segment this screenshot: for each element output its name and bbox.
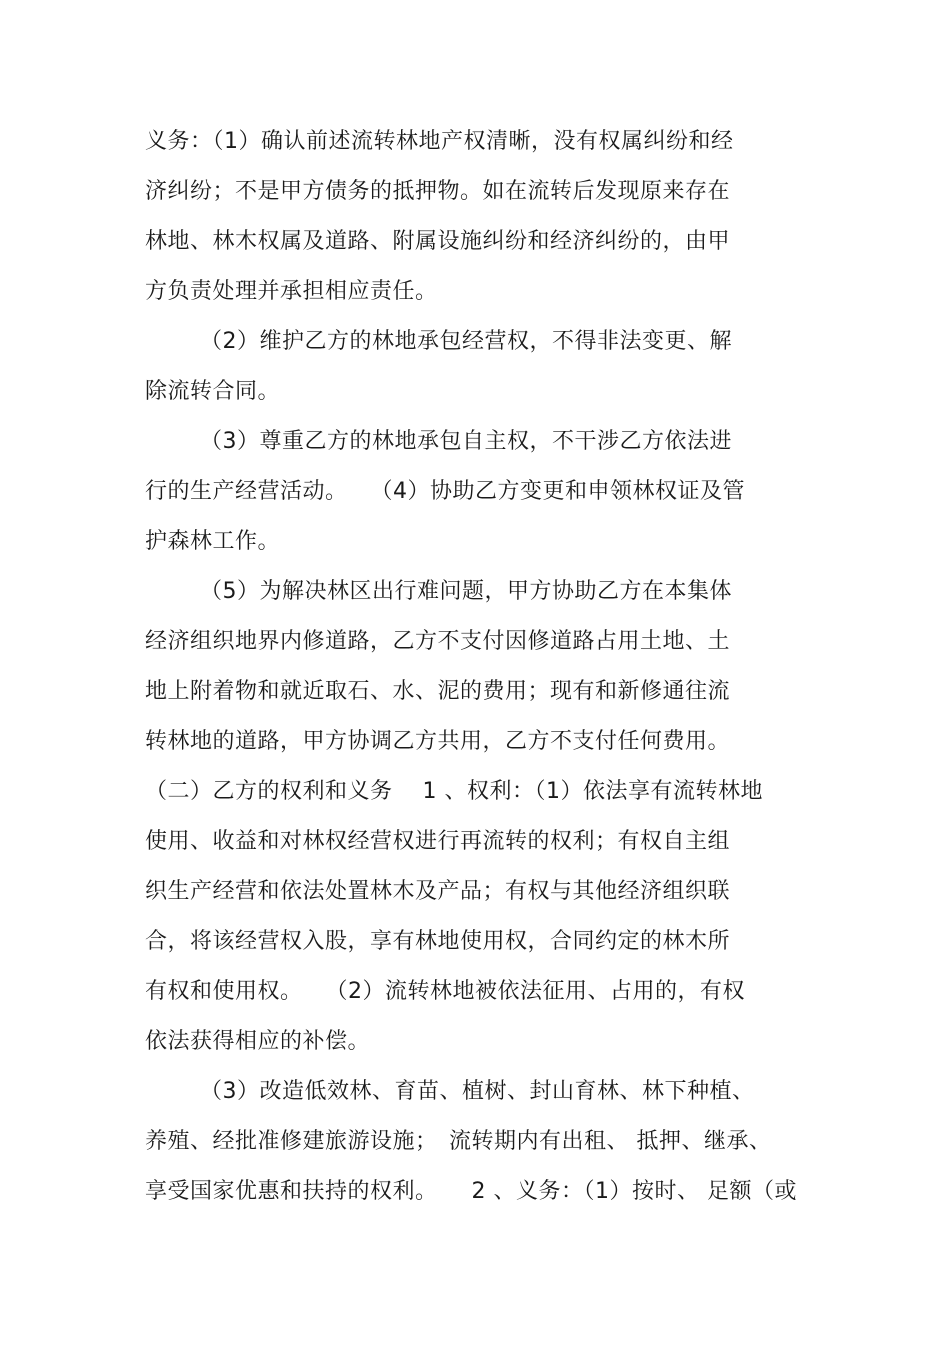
- text-line: 织生产经营和依法处置林木及产品；有权与其他经济组织联: [145, 879, 731, 904]
- text-line: 义务：（1）确认前述流转林地产权清晰，没有权属纠纷和经: [145, 129, 734, 154]
- text-line: 养殖、经批准修建旅游设施； 流转期内有出租、 抵押、继承、: [145, 1129, 772, 1154]
- text-line: 除流转合同。: [145, 379, 281, 404]
- text-line: （3）改造低效林、育苗、植树、封山育林、林下种植、: [200, 1079, 755, 1104]
- text-line: 济纠纷；不是甲方债务的抵押物。如在流转后发现原来存在: [145, 179, 731, 204]
- text-line: 依法获得相应的补偿。: [145, 1029, 371, 1054]
- text-line: 经济组织地界内修道路，乙方不支付因修道路占用土地、土: [145, 629, 731, 654]
- text-line: 行的生产经营活动。 （4）协助乙方变更和申领林权证及管: [145, 479, 745, 504]
- text-line: 地上附着物和就近取石、水、泥的费用；现有和新修通往流: [145, 679, 731, 704]
- text-line: 使用、收益和对林权经营权进行再流转的权利；有权自主组: [145, 829, 731, 854]
- text-line: （二）乙方的权利和义务 1 、权利：（1）依法享有流转林地: [145, 779, 763, 804]
- text-line: 合，将该经营权入股，享有林地使用权，合同约定的林木所: [145, 929, 731, 954]
- text-line: 方负责处理并承担相应责任。: [145, 279, 438, 304]
- text-line: 转林地的道路，甲方协调乙方共用，乙方不支付任何费用。: [145, 729, 731, 754]
- text-line: 林地、林木权属及道路、附属设施纠纷和经济纠纷的，由甲: [145, 229, 731, 254]
- text-line: （2）维护乙方的林地承包经营权，不得非法变更、解: [200, 329, 732, 354]
- text-line: 有权和使用权。 （2）流转林地被依法征用、占用的，有权: [145, 979, 745, 1004]
- text-line: （3）尊重乙方的林地承包自主权，不干涉乙方依法进: [200, 429, 732, 454]
- text-line: （5）为解决林区出行难问题，甲方协助乙方在本集体: [200, 579, 732, 604]
- text-line: 享受国家优惠和扶持的权利。 2 、义务：（1）按时、 足额（或: [145, 1179, 797, 1204]
- text-line: 护森林工作。: [145, 529, 281, 554]
